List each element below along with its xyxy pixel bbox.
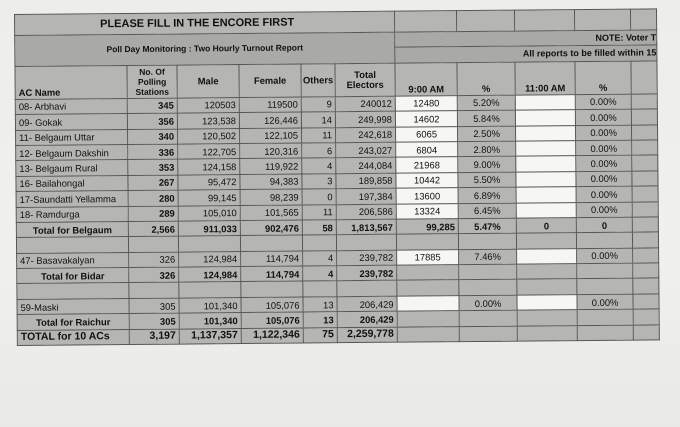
header-female: Female: [239, 64, 301, 98]
row-11am-votes[interactable]: [516, 125, 576, 141]
row-others: 58: [302, 220, 336, 236]
row-polling-stations: 356: [127, 113, 177, 129]
row-polling-stations: 340: [128, 129, 178, 145]
row-others: 0: [302, 189, 336, 205]
row-total-electors: 240012: [335, 96, 395, 112]
row-11am-pct: 0.00%: [576, 155, 632, 171]
header-row: [15, 61, 657, 100]
row-9am-votes[interactable]: 10442: [396, 172, 458, 188]
row-name: 17-Saundatti Yellamma: [16, 191, 128, 207]
row-female: 119,922: [240, 158, 302, 174]
row-male: 123,538: [177, 113, 239, 129]
row-name: Total for Raichur: [17, 314, 129, 330]
row-female: 105,076: [241, 312, 303, 328]
row-others: 6: [302, 143, 336, 159]
row-9am-pct: 6.89%: [458, 187, 516, 203]
row-11am-pct: 0.00%: [576, 171, 632, 187]
row-11am-pct: 0.00%: [577, 248, 633, 264]
row-male: 122,705: [178, 143, 240, 159]
row-11am-votes[interactable]: [515, 94, 575, 110]
report-subtitle: Poll Day Monitoring : Two Hourly Turnout Report: [15, 32, 395, 66]
row-11am-pct: 0.00%: [576, 186, 632, 202]
row-female: 120,316: [240, 143, 302, 159]
row-polling-stations: 345: [127, 98, 177, 114]
row-female: 94,383: [240, 174, 302, 190]
header-pct-11am: %: [575, 61, 631, 94]
row-name: 18- Ramdurga: [16, 206, 128, 222]
row-9am-pct: 7.46%: [459, 249, 517, 265]
row-polling-stations: 267: [128, 175, 178, 191]
row-11am-pct: 0.00%: [575, 94, 631, 110]
row-9am-pct: 5.84%: [457, 110, 515, 126]
row-11am-votes[interactable]: [517, 294, 577, 310]
row-male: 95,472: [178, 174, 240, 190]
row-female: 126,446: [239, 112, 301, 128]
row-total-electors: 206,429: [337, 311, 397, 327]
row-11am-votes[interactable]: [516, 156, 576, 172]
row-others: 4: [302, 158, 336, 174]
row-female: 101,565: [240, 205, 302, 221]
row-total-electors: 189,858: [336, 173, 396, 189]
row-female: 98,239: [240, 189, 302, 205]
row-11am-votes[interactable]: [517, 248, 577, 264]
row-polling-stations: 336: [128, 144, 178, 160]
header-9am: 9:00 AM: [395, 62, 457, 96]
row-11am-votes[interactable]: [516, 202, 576, 218]
row-9am-pct: 9.00%: [458, 156, 516, 172]
row-9am-votes[interactable]: 13324: [396, 203, 458, 219]
row-name: Total for Bidar: [17, 268, 129, 284]
row-name: TOTAL for 10 ACs: [17, 329, 129, 345]
belgaum-rows: [15, 94, 658, 223]
row-name: 16- Bailahongal: [16, 175, 128, 191]
header-total-electors: Total Electors: [335, 63, 395, 97]
row-name: 09- Gokak: [15, 114, 127, 130]
row-female: 114,794: [241, 266, 303, 282]
row-9am-votes[interactable]: 6065: [396, 126, 458, 142]
row-name: 47- Basavakalyan: [17, 252, 129, 268]
row-9am-pct: 2.50%: [458, 126, 516, 142]
turnout-table: [14, 8, 660, 346]
row-total-electors: 197,384: [336, 188, 396, 204]
note-line-1: NOTE: Voter T: [395, 30, 657, 48]
header-11am: 11:00 AM: [515, 61, 575, 95]
row-others: 13: [303, 297, 337, 313]
row-name: 08- Arbhavi: [15, 98, 127, 114]
row-female: 119500: [239, 97, 301, 113]
row-others: 11: [302, 204, 336, 220]
row-total-electors: 243,027: [336, 142, 396, 158]
row-polling-stations: 305: [129, 298, 179, 314]
row-male: 124,158: [178, 159, 240, 175]
row-female: 1,122,346: [241, 328, 303, 344]
row-9am-votes: 99,285: [396, 219, 458, 235]
header-ac-name: AC Name: [15, 65, 127, 99]
row-11am-pct: 0.00%: [576, 202, 632, 218]
row-others: 14: [301, 112, 335, 128]
row-name: Total for Belgaum: [16, 221, 128, 237]
row-9am-votes[interactable]: 12480: [395, 95, 457, 111]
row-female: 105,076: [241, 297, 303, 313]
row-11am-votes[interactable]: [516, 187, 576, 203]
row-11am-pct: 0: [576, 217, 632, 233]
row-male: 124,984: [179, 251, 241, 267]
row-11am-votes[interactable]: [515, 110, 575, 126]
row-polling-stations: 2,566: [128, 221, 178, 237]
row-male: 120,502: [178, 128, 240, 144]
row-name: 59-Maski: [17, 298, 129, 314]
header-male: Male: [177, 64, 239, 98]
row-11am-pct: 0.00%: [576, 125, 632, 141]
row-9am-votes[interactable]: 21968: [396, 157, 458, 173]
row-others: 4: [303, 250, 337, 266]
row-9am-pct: 5.20%: [457, 95, 515, 111]
row-others: 13: [303, 312, 337, 328]
header-pct-9am: %: [457, 62, 515, 96]
row-polling-stations: 353: [128, 159, 178, 175]
row-others: 3: [302, 173, 336, 189]
row-name: 11- Belgaum Uttar: [16, 129, 128, 145]
row-polling-stations: 326: [129, 252, 179, 268]
row-11am-votes[interactable]: [516, 171, 576, 187]
row-name: 13- Belgaum Rural: [16, 160, 128, 176]
row-9am-votes[interactable]: 14602: [395, 111, 457, 127]
row-others: 4: [303, 266, 337, 282]
row-total-electors: 206,586: [336, 204, 396, 220]
row-female: 114,794: [241, 251, 303, 267]
row-female: 122,105: [240, 128, 302, 144]
row-male: 99,145: [178, 190, 240, 206]
row-9am-pct: 5.50%: [458, 172, 516, 188]
row-polling-stations: 289: [128, 206, 178, 222]
row-male: 105,010: [178, 205, 240, 221]
row-total-electors: 239,782: [337, 250, 397, 266]
row-male: 101,340: [179, 297, 241, 313]
row-9am-pct: 5.47%: [458, 218, 516, 234]
row-polling-stations: 326: [129, 267, 179, 283]
row-others: 9: [301, 96, 335, 112]
row-11am-pct: 0.00%: [575, 109, 631, 125]
row-11am-pct: 0.00%: [577, 294, 633, 310]
row-total-electors: 239,782: [337, 265, 397, 281]
row-11am-pct: 0.00%: [576, 140, 632, 156]
row-total-electors: 2,259,778: [337, 327, 397, 343]
row-male: 124,984: [179, 267, 241, 283]
row-female: 902,476: [240, 220, 302, 236]
row-total-electors: 206,429: [337, 296, 397, 312]
row-male: 911,033: [178, 220, 240, 236]
row-9am-votes[interactable]: [397, 295, 459, 311]
turnout-report-sheet: [14, 8, 675, 359]
row-total-electors: 242,618: [336, 127, 396, 143]
row-male: 120503: [177, 97, 239, 113]
row-total-electors: 1,813,567: [336, 219, 396, 235]
row-11am-votes: 0: [516, 218, 576, 234]
header-others: Others: [301, 63, 335, 96]
note-line-2: All reports to be filled within 15: [395, 45, 657, 63]
row-9am-votes[interactable]: 13600: [396, 188, 458, 204]
row-polling-stations: 305: [129, 313, 179, 329]
row-others: 75: [303, 327, 337, 343]
row-male: 101,340: [179, 313, 241, 329]
row-male: 1,137,357: [179, 328, 241, 344]
row-polling-stations: 280: [128, 190, 178, 206]
row-11am-votes[interactable]: [516, 141, 576, 157]
row-name: 12- Belgaum Dakshin: [16, 144, 128, 160]
report-title: PLEASE FILL IN THE ENCORE FIRST: [15, 11, 395, 35]
header-polling-stations: No. Of Polling Stations: [127, 65, 177, 98]
row-total-electors: 249,998: [335, 111, 395, 127]
row-others: 11: [302, 127, 336, 143]
row-9am-pct: 0.00%: [459, 295, 517, 311]
row-9am-pct: 2.80%: [458, 141, 516, 157]
row-9am-votes[interactable]: 6804: [396, 142, 458, 158]
row-total-electors: 244,084: [336, 158, 396, 174]
row-polling-stations: 3,197: [129, 329, 179, 345]
row-9am-pct: 6.45%: [458, 203, 516, 219]
row-9am-votes[interactable]: 17885: [397, 249, 459, 265]
